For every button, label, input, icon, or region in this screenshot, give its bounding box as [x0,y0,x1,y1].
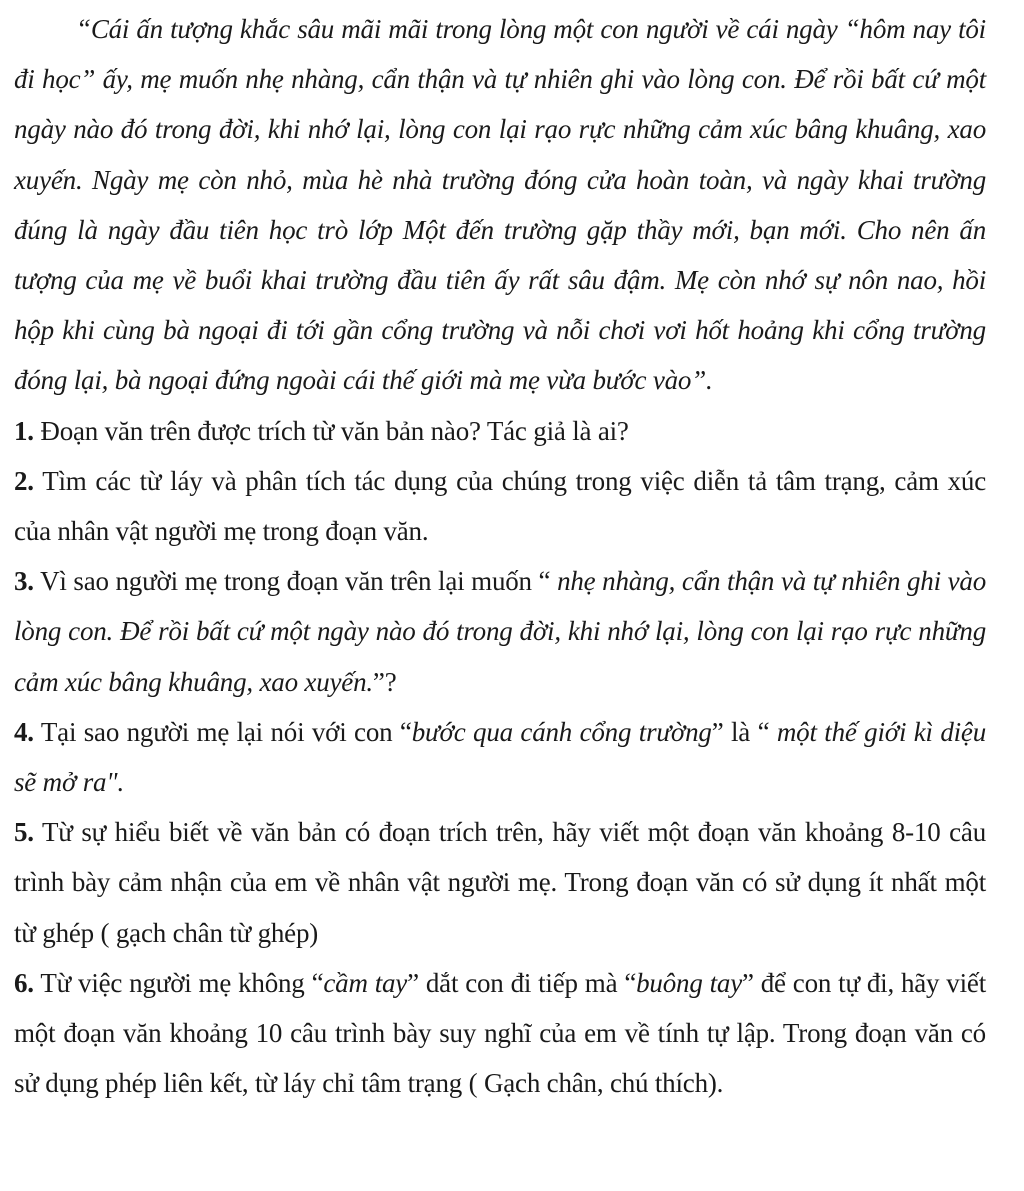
question-number: 6. [14,967,34,998]
question-4 [14,707,986,807]
question-text-end: ”? [372,666,397,697]
question-3 [14,556,986,707]
question-text: Từ việc người mẹ không “ [33,967,324,998]
question-1 [14,406,986,456]
quoted-phrase: bước qua cánh cổng trường [411,716,712,747]
question-number: 3. [14,566,34,597]
question-number: 4. [14,716,34,747]
question-number: 1. [14,415,34,446]
excerpt-paragraph: “Cái ấn tượng khắc sâu mãi mãi trong lòng một con người về cái ngày “hôm nay tôi đi học” ấy, mẹ muốn nhẹ nhàng, cẩn thận và tự nhiên ghi vào lòng con. Để rồi bất cứ một ngày nào đó trong đời, khi nhớ lại, lòng con lại rạo rực những cảm xúc bâng khuâng, xao xuyến. Ngày mẹ còn nhỏ, mùa hè nhà trường đóng cửa hoàn toàn, và ngày khai trường đúng là ngày đầu tiên học trò lớp Một đến trường gặp thầy mới, bạn mới. Cho nên ấn tượng của mẹ về buổi khai trường đầu tiên ấy rất sâu đậm. Mẹ còn nhớ sự nôn nao, hồi hộp khi cùng bà ngoại đi tới gần cổng trường và nỗi chơi vơi hốt hoảng khi cổng trường đóng lại, bà ngoại đứng ngoài cái thế giới mà mẹ vừa bước vào”. [14,14,986,396]
question-6 [14,958,986,1109]
question-number: 5. [14,817,34,848]
document-page [14,4,986,1108]
question-2 [14,456,986,556]
quoted-phrase: buông tay [636,967,742,998]
question-text-mid: ” dắt con đi tiếp mà “ [407,967,637,998]
question-text: Tìm các từ láy và phân tích tác dụng của chúng trong việc diễn tả tâm trạng, cảm xúc của nhân vật người mẹ trong đoạn văn. [14,465,986,547]
question-number: 2. [14,465,34,496]
question-text: Vì sao người mẹ trong đoạn văn trên lại muốn “ [33,566,558,597]
question-text: Đoạn văn trên được trích từ văn bản nào? Tác giả là ai? [33,415,629,446]
quoted-excerpt: nhẹ nhàng, cẩn thận và tự nhiên ghi vào lòng con. Để rồi bất cứ một ngày nào đó trong đời, khi nhớ lại, lòng con lại rạo rực những cảm xúc bâng khuâng, xao xuyến. [14,566,986,697]
question-5 [14,807,986,958]
quoted-phrase: cầm tay [323,967,408,998]
question-text: Từ sự hiểu biết về văn bản có đoạn trích trên, hãy viết một đoạn văn khoảng 8-10 câu trình bày cảm nhận của em về nhân vật người mẹ. Trong đoạn văn có sử dụng ít nhất một từ ghép ( gạch chân từ ghép) [14,817,986,948]
question-text: Tại sao người mẹ lại nói với con “ [33,716,412,747]
question-text-mid: ” là “ [711,716,777,747]
question-text-end: ” để con tự đi, hãy viết một đoạn văn khoảng 10 câu trình bày suy nghĩ của em về tính tự lập. Trong đoạn văn có sử dụng phép liên kết, từ láy chỉ tâm trạng ( Gạch chân, chú thích). [14,967,986,1099]
quoted-phrase: một thế giới kì diệu sẽ mở ra". [14,716,987,798]
